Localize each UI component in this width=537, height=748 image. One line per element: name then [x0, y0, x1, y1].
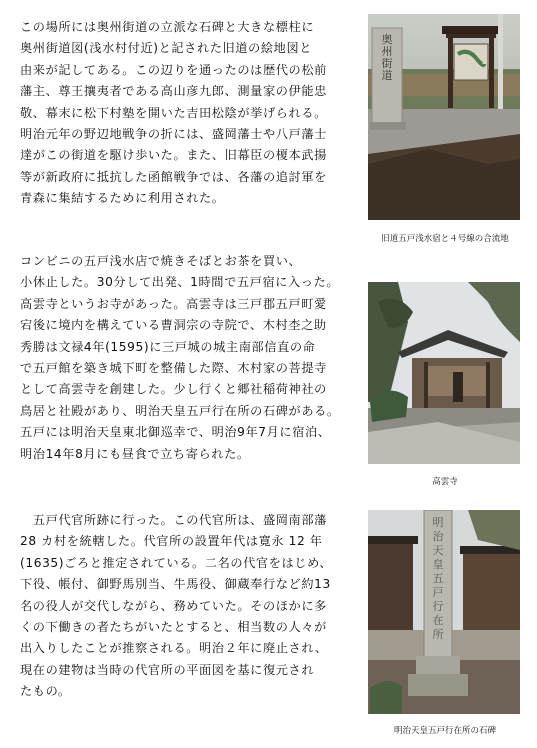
photo-oshu-kaido-monument — [368, 14, 520, 220]
text-line: 高雲寺というお寺があった。高雲寺は三戸郡五戸町愛 — [20, 296, 327, 311]
text-line: 敬、幕末に松下村塾を開いた吉田松陰が挙げられる。 — [20, 105, 327, 120]
photo-caption: 旧道五戸浅水宿と４号線の合流地 — [381, 234, 509, 244]
paragraph-oshu-kaido — [20, 17, 362, 210]
paragraph-gonohe-daikansho — [20, 510, 362, 703]
photo-emperor-stone-pillar — [368, 510, 520, 714]
monument-inscription: 奥州街道 — [381, 33, 393, 82]
text-line: 達がこの街道を駆け歩いた。また、旧幕臣の榎本武揚 — [20, 148, 327, 163]
text-line: くの下働きの者たちがいたとすると、相当数の人々が — [20, 619, 327, 634]
pillar-inscription: 明治天皇五戸行在所 — [432, 516, 444, 641]
photo-koun-ji-temple — [368, 282, 520, 464]
text-line: 奥州街道図(浅水村付近)と記された旧道の絵地図と — [20, 41, 313, 56]
text-line: 明治元年の野辺地戦争の折には、盛岡藩士や八戸藩士 — [20, 126, 327, 141]
text-line: 五戸代官所跡に行った。この代官所は、盛岡南部藩 — [20, 513, 327, 527]
text-line: 現在の建物は当時の代官所の平面図を基に復元され — [20, 662, 315, 677]
text-line: で五戸館を築き城下町を整備した際、木村家の菩提寺 — [20, 360, 327, 375]
text-line: たもの。 — [20, 684, 71, 699]
paragraph-koun-ji — [20, 251, 362, 465]
text-line: として高雲寺を創建した。少し行くと郷社稲荷神社の — [20, 382, 327, 397]
text-line: 出入りしたことが推察される。明治２年に廃止され、 — [20, 641, 328, 656]
photo-caption: 明治天皇五戸行在所の石碑 — [393, 726, 496, 736]
text-line: 明治14年8月にも昼食で立ち寄られた。 — [20, 446, 250, 461]
text-line: 等が新政府に抵抗した函館戦争では、各藩の追討軍を — [20, 169, 327, 184]
text-line: この場所には奥州街道の立派な石碑と大きな標柱に — [20, 20, 315, 34]
text-line: 名の役人が交代しながら、務めていた。そのほかに多 — [20, 598, 327, 613]
photo-caption: 高雲寺 — [432, 477, 458, 487]
text-line: 秀勝は文禄4年(1595)に三戸城の城主南部信直の命 — [20, 339, 316, 354]
text-line: コンビニの五戸浅水店で焼きそばとお茶を買い、 — [20, 254, 302, 268]
text-line: 下役、帳付、御野馬別当、牛馬役、御蔵奉行など約13 — [20, 577, 331, 592]
text-line: 鳥居と社殿があり、明治天皇五戸行在所の石碑がある。 — [20, 403, 340, 418]
text-line: 青森に集結するために利用された。 — [20, 191, 225, 206]
text-line: (1635)ごろと推定されている。二名の代官をはじめ、 — [20, 555, 333, 570]
text-line: 藩主、尊王攘夷者である高山彦九郎、測量家の伊能忠 — [20, 84, 327, 99]
text-line: 小休止した。30分して出発、1時間で五戸宿に入った。 — [20, 275, 340, 290]
text-line: 28 カ村を統轄した。代官所の設置年代は寛永 12 年 — [20, 534, 323, 549]
text-line: 由来が記してある。この辺りを通ったのは歴代の松前 — [20, 62, 327, 77]
text-line: 五戸には明治天皇東北御巡幸で、明治9年7月に宿泊、 — [20, 425, 331, 440]
text-line: 宕後に境内を構えている曹洞宗の寺院で、木村杢之助 — [20, 318, 327, 333]
